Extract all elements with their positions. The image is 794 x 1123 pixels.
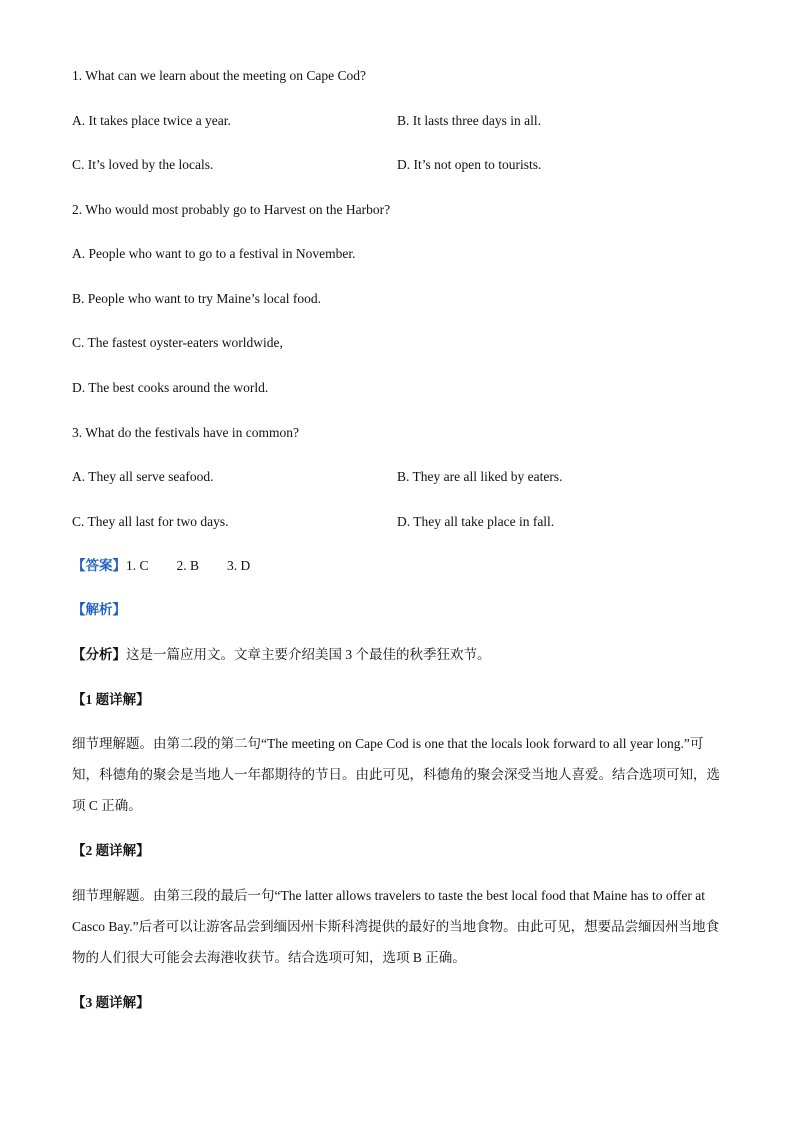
question-1-option-a: A. It takes place twice a year. [72,113,231,128]
summary-line [72,646,491,664]
question-2-option-a: A. People who want to go to a festival in November. [72,246,356,261]
q1-detail-label: 【1 题详解】 [72,692,150,707]
answer-item-1: 1. C [126,558,149,573]
q2-detail-label: 【2 题详解】 [72,843,150,858]
question-2-option-d: D. The best cooks around the world. [72,380,269,395]
question-1-option-c: C. It’s loved by the locals. [72,157,214,172]
summary-label: 【分析】 [72,647,126,662]
question-1-stem: 1. What can we learn about the meeting on Cape Cod? [72,68,367,83]
q2-detail-text: 细节理解题。由第三段的最后一句“The latter allows travelers to taste the best local food that Maine has to offer at Casco Bay.”后者可以让游客品尝到缅因州卡斯科湾提供的最好的当地食物。由此可见，想要品尝缅因州当地食物的人们很大可能会去海港收获节。结合选项可知，选项 B 正确。 [72,888,720,965]
answer-line [72,557,250,575]
question-2-stem: 2. Who would most probably go to Harvest on the Harbor? [72,202,391,217]
question-2-option-c: C. The fastest oyster-eaters worldwide, [72,335,283,350]
question-1-option-b: B. It lasts three days in all. [397,113,541,128]
question-3-option-c: C. They all last for two days. [72,514,229,529]
summary-text: 这是一篇应用文。文章主要介绍美国 3 个最佳的秋季狂欢节。 [126,647,491,662]
question-2-option-b: B. People who want to try Maine’s local food. [72,291,321,306]
answer-item-2: 2. B [176,558,200,573]
question-1-option-d: D. It’s not open to tourists. [397,157,542,172]
question-3-option-d: D. They all take place in fall. [397,514,555,529]
question-3-option-b: B. They are all liked by eaters. [397,469,563,484]
answer-label: 【答案】 [72,558,126,573]
q3-detail-label: 【3 题详解】 [72,995,150,1010]
answer-item-3: 3. D [227,558,251,573]
question-3-option-a: A. They all serve seafood. [72,469,214,484]
analysis-label: 【解析】 [72,602,126,617]
question-3-stem: 3. What do the festivals have in common? [72,425,299,440]
q1-detail-text: 细节理解题。由第二段的第二句“The meeting on Cape Cod is one that the locals look forward to all year long.”可知，科德角的聚会是当地人一年都期待的节日。由此可见，科德角的聚会深受当地人喜爱。结合选项可知，选项 C 正确。 [72,736,720,813]
